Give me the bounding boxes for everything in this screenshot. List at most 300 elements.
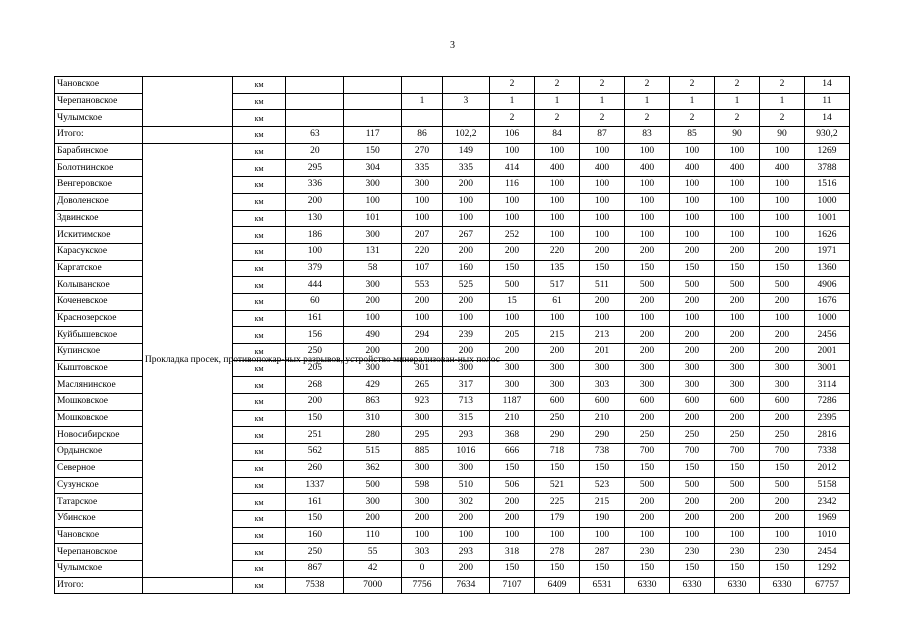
value-cell: 400 — [579, 160, 624, 177]
value-cell: 100 — [534, 310, 579, 327]
value-cell: 200 — [669, 510, 714, 527]
value-cell: 90 — [759, 127, 804, 144]
row-total-cell: 930,2 — [804, 127, 849, 144]
value-cell: 270 — [402, 143, 443, 160]
value-cell: 150 — [579, 560, 624, 577]
value-cell: 220 — [402, 243, 443, 260]
value-cell: 300 — [669, 377, 714, 394]
value-cell: 100 — [489, 527, 534, 544]
value-cell: 2 — [624, 77, 669, 94]
value-cell: 200 — [624, 243, 669, 260]
row-total-cell: 1292 — [804, 560, 849, 577]
region-name: Болотнинское — [55, 160, 143, 177]
region-name: Доволенское — [55, 193, 143, 210]
value-cell: 100 — [534, 143, 579, 160]
work-type-cell-empty — [142, 577, 232, 594]
value-cell: 300 — [624, 377, 669, 394]
value-cell: 150 — [534, 460, 579, 477]
value-cell: 6409 — [534, 577, 579, 594]
row-total-cell: 5158 — [804, 477, 849, 494]
value-cell: 200 — [669, 293, 714, 310]
value-cell: 400 — [624, 160, 669, 177]
row-total-cell: 1000 — [804, 193, 849, 210]
row-total-cell: 1676 — [804, 293, 849, 310]
value-cell: 335 — [442, 160, 489, 177]
unit-cell: км — [232, 460, 286, 477]
value-cell: 85 — [669, 127, 714, 144]
value-cell: 300 — [534, 360, 579, 377]
value-cell: 1 — [402, 93, 443, 110]
unit-cell: км — [232, 360, 286, 377]
region-name: Итого: — [55, 127, 143, 144]
value-cell: 100 — [624, 310, 669, 327]
table-row — [55, 143, 850, 160]
table-row — [55, 77, 850, 94]
value-cell: 200 — [669, 327, 714, 344]
total-row — [55, 577, 850, 594]
value-cell — [286, 77, 344, 94]
unit-cell: км — [232, 243, 286, 260]
value-cell: 2 — [669, 110, 714, 127]
value-cell: 885 — [402, 444, 443, 461]
value-cell: 336 — [286, 177, 344, 194]
value-cell — [344, 110, 402, 127]
value-cell: 150 — [489, 460, 534, 477]
unit-cell: км — [232, 427, 286, 444]
value-cell: 304 — [344, 160, 402, 177]
value-cell: 250 — [286, 344, 344, 361]
row-total-cell: 1626 — [804, 227, 849, 244]
value-cell: 250 — [669, 427, 714, 444]
work-type-cell-empty — [142, 127, 232, 144]
value-cell: 200 — [402, 344, 443, 361]
value-cell: 200 — [759, 327, 804, 344]
value-cell: 562 — [286, 444, 344, 461]
value-cell: 150 — [714, 260, 759, 277]
row-total-cell: 3788 — [804, 160, 849, 177]
value-cell: 300 — [534, 377, 579, 394]
value-cell: 150 — [344, 143, 402, 160]
value-cell — [286, 110, 344, 127]
region-name: Коченевское — [55, 293, 143, 310]
value-cell: 130 — [286, 210, 344, 227]
value-cell: 100 — [624, 527, 669, 544]
unit-cell: км — [232, 227, 286, 244]
value-cell: 1 — [489, 93, 534, 110]
row-total-cell: 1360 — [804, 260, 849, 277]
value-cell: 100 — [669, 310, 714, 327]
value-cell: 200 — [344, 293, 402, 310]
value-cell: 100 — [402, 210, 443, 227]
value-cell: 500 — [489, 277, 534, 294]
unit-cell: км — [232, 327, 286, 344]
value-cell: 310 — [344, 410, 402, 427]
value-cell: 150 — [624, 560, 669, 577]
value-cell: 300 — [402, 410, 443, 427]
value-cell: 2 — [534, 77, 579, 94]
value-cell: 300 — [402, 177, 443, 194]
value-cell: 102,2 — [442, 127, 489, 144]
value-cell: 230 — [714, 544, 759, 561]
value-cell: 200 — [714, 344, 759, 361]
value-cell: 1 — [534, 93, 579, 110]
value-cell: 2 — [714, 77, 759, 94]
value-cell: 700 — [759, 444, 804, 461]
region-name: Колыванское — [55, 277, 143, 294]
value-cell: 150 — [489, 560, 534, 577]
value-cell: 600 — [624, 394, 669, 411]
value-cell: 100 — [714, 210, 759, 227]
value-cell: 100 — [669, 527, 714, 544]
value-cell: 295 — [286, 160, 344, 177]
value-cell: 200 — [442, 293, 489, 310]
value-cell: 100 — [489, 210, 534, 227]
row-total-cell: 1001 — [804, 210, 849, 227]
value-cell: 100 — [669, 210, 714, 227]
value-cell: 100 — [624, 227, 669, 244]
value-cell: 700 — [669, 444, 714, 461]
value-cell: 100 — [759, 227, 804, 244]
value-cell: 100 — [344, 310, 402, 327]
value-cell: 506 — [489, 477, 534, 494]
value-cell: 150 — [624, 460, 669, 477]
region-name: Кыштовское — [55, 360, 143, 377]
value-cell: 250 — [286, 544, 344, 561]
value-cell: 335 — [402, 160, 443, 177]
region-name: Черепановское — [55, 544, 143, 561]
unit-cell: км — [232, 527, 286, 544]
unit-cell: км — [232, 477, 286, 494]
value-cell: 2 — [534, 110, 579, 127]
value-cell: 517 — [534, 277, 579, 294]
value-cell: 600 — [669, 394, 714, 411]
value-cell: 200 — [442, 560, 489, 577]
unit-cell: км — [232, 544, 286, 561]
value-cell: 205 — [286, 360, 344, 377]
region-name: Сузунское — [55, 477, 143, 494]
value-cell: 2 — [759, 77, 804, 94]
value-cell: 738 — [579, 444, 624, 461]
unit-cell: км — [232, 110, 286, 127]
value-cell: 500 — [344, 477, 402, 494]
value-cell: 2 — [489, 110, 534, 127]
value-cell: 300 — [442, 460, 489, 477]
unit-cell: км — [232, 560, 286, 577]
unit-cell: км — [232, 277, 286, 294]
region-name: Северное — [55, 460, 143, 477]
value-cell: 100 — [442, 310, 489, 327]
value-cell: 7000 — [344, 577, 402, 594]
value-cell: 400 — [759, 160, 804, 177]
value-cell: 100 — [579, 310, 624, 327]
value-cell: 300 — [442, 360, 489, 377]
value-cell: 205 — [489, 327, 534, 344]
value-cell: 200 — [489, 510, 534, 527]
work-type-description: Прокладка просек, противопожар-ных разрывов, устройство минерализован-ных полос — [142, 143, 232, 577]
value-cell: 280 — [344, 427, 402, 444]
value-cell: 106 — [489, 127, 534, 144]
value-cell: 200 — [714, 293, 759, 310]
value-cell: 600 — [534, 394, 579, 411]
value-cell: 267 — [442, 227, 489, 244]
value-cell: 200 — [402, 510, 443, 527]
value-cell: 500 — [759, 277, 804, 294]
value-cell: 200 — [442, 344, 489, 361]
value-cell: 116 — [489, 177, 534, 194]
value-cell: 58 — [344, 260, 402, 277]
value-cell: 100 — [442, 210, 489, 227]
row-total-cell: 2395 — [804, 410, 849, 427]
value-cell: 200 — [669, 243, 714, 260]
region-name: Краснозерское — [55, 310, 143, 327]
value-cell: 2 — [579, 77, 624, 94]
value-cell: 200 — [759, 243, 804, 260]
value-cell: 300 — [344, 177, 402, 194]
value-cell — [402, 77, 443, 94]
value-cell: 200 — [442, 177, 489, 194]
unit-cell: км — [232, 310, 286, 327]
value-cell: 300 — [344, 360, 402, 377]
value-cell: 444 — [286, 277, 344, 294]
value-cell: 250 — [624, 427, 669, 444]
value-cell: 290 — [579, 427, 624, 444]
value-cell: 86 — [402, 127, 443, 144]
value-cell: 500 — [669, 277, 714, 294]
value-cell: 293 — [442, 544, 489, 561]
value-cell: 100 — [714, 177, 759, 194]
value-cell: 598 — [402, 477, 443, 494]
value-cell: 210 — [489, 410, 534, 427]
value-cell: 225 — [534, 494, 579, 511]
value-cell: 250 — [534, 410, 579, 427]
value-cell: 100 — [402, 527, 443, 544]
value-cell: 215 — [534, 327, 579, 344]
value-cell: 302 — [442, 494, 489, 511]
row-total-cell: 1516 — [804, 177, 849, 194]
value-cell: 293 — [442, 427, 489, 444]
value-cell: 200 — [624, 293, 669, 310]
value-cell: 179 — [534, 510, 579, 527]
value-cell: 100 — [402, 193, 443, 210]
row-total-cell: 3001 — [804, 360, 849, 377]
value-cell — [402, 110, 443, 127]
value-cell: 100 — [759, 143, 804, 160]
value-cell: 400 — [669, 160, 714, 177]
value-cell: 200 — [579, 243, 624, 260]
value-cell: 55 — [344, 544, 402, 561]
value-cell: 300 — [624, 360, 669, 377]
value-cell: 100 — [714, 193, 759, 210]
value-cell: 200 — [669, 410, 714, 427]
row-total-cell: 14 — [804, 77, 849, 94]
unit-cell: км — [232, 394, 286, 411]
value-cell: 300 — [759, 360, 804, 377]
region-name: Чулымское — [55, 110, 143, 127]
value-cell: 100 — [579, 143, 624, 160]
value-cell: 150 — [759, 560, 804, 577]
unit-cell: км — [232, 210, 286, 227]
value-cell: 150 — [759, 260, 804, 277]
region-name: Мошковское — [55, 410, 143, 427]
value-cell — [344, 93, 402, 110]
value-cell: 300 — [714, 360, 759, 377]
region-name: Новосибирское — [55, 427, 143, 444]
row-total-cell: 7338 — [804, 444, 849, 461]
value-cell: 100 — [669, 227, 714, 244]
region-name: Купинское — [55, 344, 143, 361]
value-cell: 149 — [442, 143, 489, 160]
value-cell: 190 — [579, 510, 624, 527]
value-cell: 160 — [286, 527, 344, 544]
value-cell: 150 — [669, 260, 714, 277]
value-cell: 700 — [624, 444, 669, 461]
region-name: Чулымское — [55, 560, 143, 577]
value-cell: 200 — [489, 344, 534, 361]
value-cell: 161 — [286, 494, 344, 511]
value-cell: 200 — [714, 410, 759, 427]
value-cell: 300 — [489, 377, 534, 394]
value-cell: 15 — [489, 293, 534, 310]
region-name: Здвинское — [55, 210, 143, 227]
value-cell: 0 — [402, 560, 443, 577]
value-cell: 500 — [714, 477, 759, 494]
value-cell: 260 — [286, 460, 344, 477]
value-cell: 300 — [344, 277, 402, 294]
row-total-cell: 1269 — [804, 143, 849, 160]
value-cell: 150 — [714, 460, 759, 477]
value-cell: 523 — [579, 477, 624, 494]
value-cell: 7107 — [489, 577, 534, 594]
value-cell: 87 — [579, 127, 624, 144]
value-cell: 100 — [759, 177, 804, 194]
row-total-cell: 2342 — [804, 494, 849, 511]
value-cell — [442, 77, 489, 94]
unit-cell: км — [232, 510, 286, 527]
value-cell: 160 — [442, 260, 489, 277]
value-cell: 200 — [669, 344, 714, 361]
region-name: Чановское — [55, 527, 143, 544]
value-cell: 713 — [442, 394, 489, 411]
region-name: Куйбышевское — [55, 327, 143, 344]
value-cell: 600 — [714, 394, 759, 411]
value-cell: 362 — [344, 460, 402, 477]
value-cell: 100 — [534, 177, 579, 194]
value-cell: 200 — [579, 293, 624, 310]
value-cell: 150 — [534, 560, 579, 577]
value-cell: 150 — [714, 560, 759, 577]
value-cell: 200 — [759, 293, 804, 310]
value-cell: 230 — [669, 544, 714, 561]
value-cell: 600 — [579, 394, 624, 411]
value-cell: 150 — [669, 460, 714, 477]
value-cell: 318 — [489, 544, 534, 561]
value-cell: 2 — [624, 110, 669, 127]
row-total-cell: 1010 — [804, 527, 849, 544]
row-total-cell: 2456 — [804, 327, 849, 344]
value-cell: 2 — [714, 110, 759, 127]
value-cell: 100 — [579, 227, 624, 244]
value-cell: 7634 — [442, 577, 489, 594]
value-cell: 100 — [442, 193, 489, 210]
unit-cell: км — [232, 93, 286, 110]
table-row — [55, 127, 850, 144]
value-cell: 156 — [286, 327, 344, 344]
table-body — [55, 77, 850, 594]
value-cell: 300 — [579, 360, 624, 377]
value-cell: 200 — [624, 510, 669, 527]
value-cell: 867 — [286, 560, 344, 577]
value-cell: 110 — [344, 527, 402, 544]
value-cell: 1 — [759, 93, 804, 110]
value-cell: 100 — [669, 177, 714, 194]
region-name: Барабинское — [55, 143, 143, 160]
unit-cell: км — [232, 143, 286, 160]
value-cell: 100 — [489, 193, 534, 210]
value-cell: 200 — [442, 510, 489, 527]
value-cell: 201 — [579, 344, 624, 361]
value-cell: 300 — [489, 360, 534, 377]
value-cell: 250 — [714, 427, 759, 444]
value-cell: 6330 — [624, 577, 669, 594]
row-total-cell: 1000 — [804, 310, 849, 327]
value-cell: 200 — [714, 494, 759, 511]
value-cell: 100 — [534, 193, 579, 210]
value-cell: 100 — [669, 143, 714, 160]
value-cell: 200 — [534, 344, 579, 361]
region-name: Чановское — [55, 77, 143, 94]
value-cell: 200 — [624, 494, 669, 511]
value-cell: 42 — [344, 560, 402, 577]
unit-cell: км — [232, 577, 286, 594]
value-cell: 117 — [344, 127, 402, 144]
value-cell: 230 — [624, 544, 669, 561]
value-cell: 100 — [534, 527, 579, 544]
value-cell: 90 — [714, 127, 759, 144]
value-cell: 161 — [286, 310, 344, 327]
value-cell: 500 — [669, 477, 714, 494]
value-cell: 20 — [286, 143, 344, 160]
row-total-cell: 3114 — [804, 377, 849, 394]
value-cell: 300 — [344, 494, 402, 511]
value-cell: 100 — [759, 310, 804, 327]
row-total-cell: 7286 — [804, 394, 849, 411]
value-cell: 150 — [669, 560, 714, 577]
unit-cell: км — [232, 77, 286, 94]
value-cell: 100 — [534, 210, 579, 227]
value-cell: 100 — [579, 210, 624, 227]
value-cell: 500 — [624, 477, 669, 494]
value-cell: 150 — [624, 260, 669, 277]
region-name: Черепановское — [55, 93, 143, 110]
value-cell: 100 — [534, 227, 579, 244]
value-cell: 666 — [489, 444, 534, 461]
value-cell: 200 — [344, 510, 402, 527]
value-cell: 252 — [489, 227, 534, 244]
value-cell: 250 — [759, 427, 804, 444]
value-cell: 100 — [624, 177, 669, 194]
value-cell: 510 — [442, 477, 489, 494]
work-type-cell-empty — [142, 77, 232, 127]
row-total-cell: 2001 — [804, 344, 849, 361]
value-cell: 100 — [442, 527, 489, 544]
row-total-cell: 11 — [804, 93, 849, 110]
unit-cell: км — [232, 377, 286, 394]
region-name: Убинское — [55, 510, 143, 527]
value-cell: 300 — [669, 360, 714, 377]
value-cell: 200 — [442, 243, 489, 260]
value-cell: 3 — [442, 93, 489, 110]
value-cell: 100 — [489, 310, 534, 327]
